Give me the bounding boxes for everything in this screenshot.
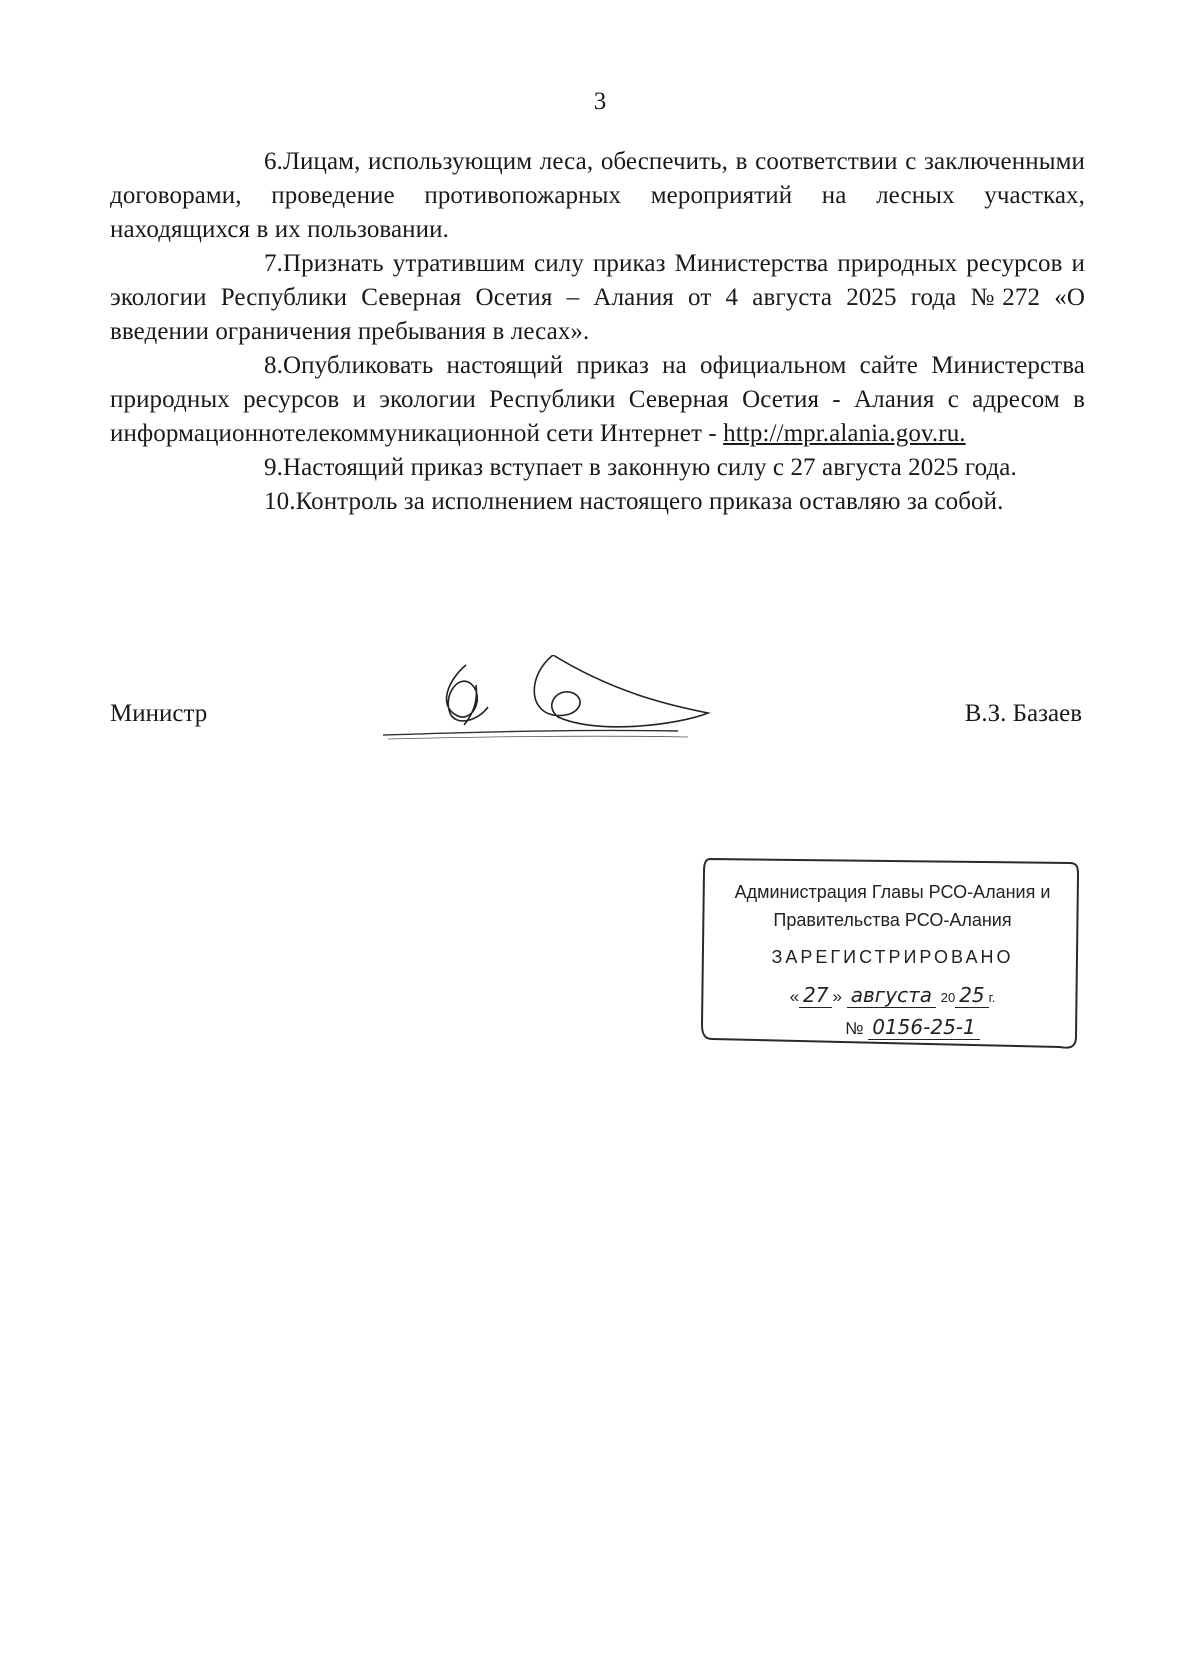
paragraph-number: 8. bbox=[264, 352, 283, 379]
paragraph-text: Лицам, использующим леса, обеспечить, в соответствии с заключенными договорами, проведение противопожарных мероприятий на лесных участках, находящихся в их пользовании. bbox=[110, 148, 1085, 243]
document-body bbox=[110, 145, 1085, 519]
signatory-name: В.З. Базаев bbox=[964, 700, 1082, 727]
signatory-title: Министр bbox=[110, 700, 208, 727]
paragraph-text: Опубликовать настоящий приказ на официальном сайте Министерства природных ресурсов и экологии Республики Северная Осетия - Алания с адресом в информационнотелекоммуникационной сети Интернет - bbox=[110, 352, 1085, 447]
paragraph-number: 6. bbox=[264, 148, 283, 175]
paragraph-6 bbox=[110, 145, 1085, 247]
paragraph-text: Признать утратившим силу приказ Министерства природных ресурсов и экологии Республики Северная Осетия – Алания от 4 августа 2025 года №272 «О введении ограничения пребывания в лесах». bbox=[110, 250, 1085, 345]
stamp-date bbox=[700, 983, 1085, 1007]
paragraph-number: 10. bbox=[264, 488, 296, 515]
website-link[interactable]: http://mpr.alania.gov.ru. bbox=[723, 420, 966, 447]
paragraph-text: Настоящий приказ вступает в законную силу с 27 августа 2025 года. bbox=[282, 454, 1017, 481]
date-year-prefix: 20 bbox=[940, 990, 956, 1005]
stamp-registered-label: ЗАРЕГИСТРИРОВАНО bbox=[771, 947, 1014, 967]
paragraph-8 bbox=[110, 349, 1085, 451]
paragraph-9 bbox=[110, 451, 1085, 485]
stamp-organization-line2: Правительства РСО-Алания bbox=[773, 910, 1012, 930]
date-month: августа bbox=[847, 983, 936, 1008]
paragraph-10 bbox=[110, 485, 1085, 519]
registration-stamp bbox=[700, 855, 1085, 1055]
stamp-registration-number bbox=[700, 1015, 1085, 1039]
date-close-quote: » bbox=[832, 987, 842, 1006]
date-day: 27 bbox=[799, 983, 832, 1008]
number-label: № bbox=[845, 1019, 864, 1038]
handwritten-signature bbox=[378, 655, 718, 755]
paragraph-7 bbox=[110, 247, 1085, 349]
date-year-unit: г. bbox=[988, 990, 996, 1005]
stamp-organization-line1: Администрация Главы РСО-Алания и bbox=[734, 882, 1051, 902]
paragraph-text: Контроль за исполнением настоящего приказа оставляю за собой. bbox=[295, 488, 1004, 515]
paragraph-number: 9. bbox=[264, 454, 283, 481]
date-year-suffix: 25 bbox=[955, 983, 988, 1008]
page-number: 3 bbox=[593, 88, 607, 115]
date-open-quote: « bbox=[789, 987, 800, 1006]
paragraph-number: 7. bbox=[264, 250, 283, 277]
number-value: 0156-25-1 bbox=[868, 1015, 980, 1040]
